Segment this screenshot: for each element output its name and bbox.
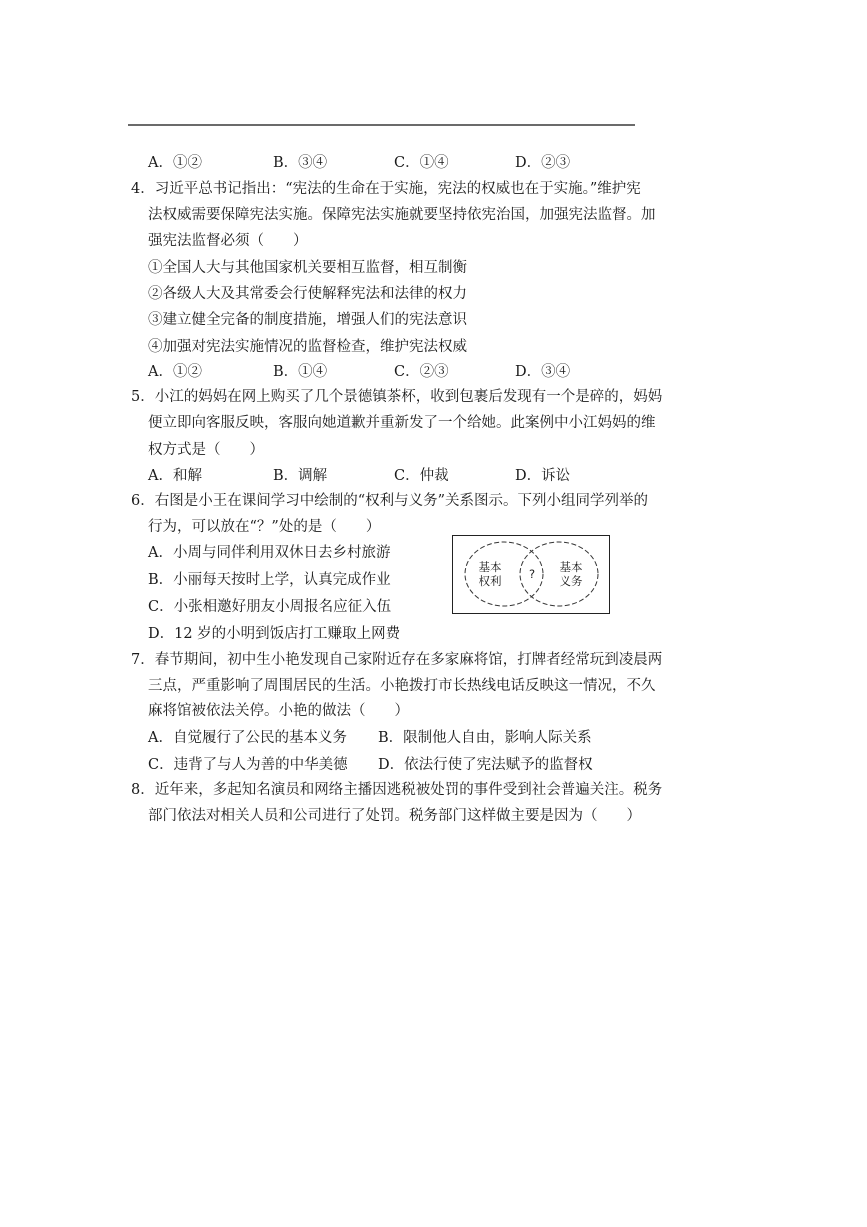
option-c: C．小张相邀好朋友小周报名应征入伍 — [148, 599, 392, 615]
question-4-item: ②各级人大及其常委会行使解释宪法和法律的权力 — [148, 286, 467, 302]
option-c: C．①④ — [394, 155, 449, 171]
basic-duties-label-line: 基本 — [559, 560, 583, 574]
question-mark-label: ? — [528, 567, 536, 581]
option-d: D．③④ — [515, 364, 571, 380]
question-8-stem-line: 部门依法对相关人员和公司进行了处罚。税务部门这样做主要是因为（ ） — [148, 808, 641, 824]
question-5-stem-line: 5．小江的妈妈在网上购买了几个景德镇茶杯，收到包裹后发现有一个是碎的，妈妈 — [131, 389, 663, 405]
option-b: B．限制他人自由，影响人际关系 — [378, 730, 592, 746]
question-4-item: ①全国人大与其他国家机关要相互监督，相互制衡 — [148, 260, 467, 276]
question-4-item: ④加强对宪法实施情况的监督检查，维护宪法权威 — [148, 339, 467, 355]
question-4-stem-line: 法权威需要保障宪法实施。保障宪法实施就要坚持依宪治国，加强宪法监督。加 — [148, 207, 656, 223]
option-d: D．依法行使了宪法赋予的监督权 — [378, 757, 593, 773]
option-c: C．违背了与人为善的中华美德 — [148, 757, 348, 773]
question-7-stem-line: 7．春节期间，初中生小艳发现自己家附近存在多家麻将馆，打牌者经常玩到凌晨两 — [131, 652, 663, 668]
basic-rights-label — [475, 560, 505, 588]
question-5-stem-line: 权方式是（ ） — [148, 442, 264, 458]
basic-duties-label — [556, 560, 586, 588]
basic-duties-label-line: 义务 — [559, 574, 583, 588]
option-a: A．①② — [148, 155, 202, 171]
question-8-stem-line: 8．近年来，多起知名演员和网络主播因逃税被处罚的事件受到社会普遍关注。税务 — [131, 782, 663, 798]
option-c: C．仲裁 — [394, 468, 449, 484]
option-a: A．①② — [148, 364, 202, 380]
option-b: B．小丽每天按时上学，认真完成作业 — [148, 572, 391, 588]
option-d: D．12 岁的小明到饭店打工赚取上网费 — [148, 626, 401, 642]
question-7-stem-line: 三点，严重影响了周围居民的生活。小艳拨打市长热线电话反映这一情况，不久 — [148, 678, 656, 694]
question-5-stem-line: 便立即向客服反映，客服向她道歉并重新发了一个给她。此案例中小江妈妈的维 — [148, 415, 656, 431]
question-4-stem-line: 强宪法监督必须（ ） — [148, 233, 308, 249]
option-b: B．③④ — [273, 155, 328, 171]
option-a: A．自觉履行了公民的基本义务 — [148, 730, 347, 746]
basic-rights-label-line: 基本 — [478, 560, 502, 574]
question-7-stem-line: 麻将馆被依法关停。小艳的做法（ ） — [148, 703, 409, 719]
option-d: D．②③ — [515, 155, 571, 171]
option-a: A．和解 — [148, 468, 202, 484]
option-d: D．诉讼 — [515, 468, 571, 484]
option-a: A．小周与同伴利用双休日去乡村旅游 — [148, 545, 391, 561]
option-b: B．调解 — [273, 468, 328, 484]
question-6-stem-line: 行为，可以放在“？”处的是（ ） — [148, 519, 381, 535]
question-4-item: ③建立健全完备的制度措施，增强人们的宪法意识 — [148, 312, 467, 328]
basic-rights-label-line: 权利 — [478, 574, 502, 588]
header-rule — [128, 124, 635, 126]
rights-duties-venn-diagram — [452, 535, 610, 614]
option-b: B．①④ — [273, 364, 328, 380]
question-4-stem-line: 4．习近平总书记指出：“宪法的生命在于实施，宪法的权威也在于实施。”维护宪 — [131, 181, 641, 197]
option-c: C．②③ — [394, 364, 449, 380]
question-6-stem-line: 6．右图是小王在课间学习中绘制的“权利与义务”关系图示。下列小组同学列举的 — [131, 493, 649, 509]
